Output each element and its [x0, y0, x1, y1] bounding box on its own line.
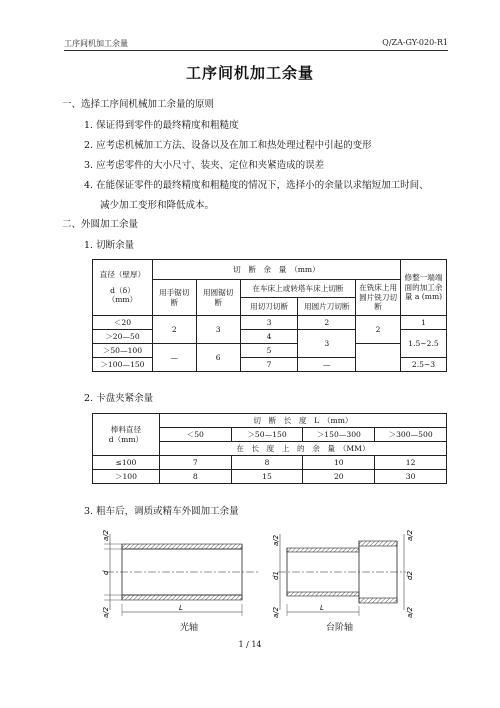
dim-L-left: L	[179, 604, 183, 612]
section1-item-2: 2. 应考虑机械加工方法、设备以及在加工和热处理过程中引起的变形	[84, 140, 372, 151]
table-cell: 2	[152, 316, 196, 344]
table-cell: 7	[240, 358, 298, 372]
header-divider	[64, 50, 448, 51]
table-cell: 20	[303, 470, 375, 484]
table-cell: 2.5~3	[401, 358, 447, 372]
stepped-shaft-drawing	[278, 534, 406, 616]
dim-d2: d2	[406, 571, 414, 580]
caption-plain-shaft: 光轴	[180, 623, 199, 633]
dim-a-half-bottom-left: a/2	[102, 606, 110, 618]
chuck-allowance-table	[92, 413, 447, 484]
dim-a-half-top-far-right: a/2	[406, 529, 414, 541]
table-cell	[356, 344, 401, 372]
dim-a-half-top-right: a/2	[272, 534, 280, 546]
table-cell: 15	[231, 470, 303, 484]
section2-sub2: 2. 卡盘夹紧余量	[84, 393, 154, 404]
dim-a-half-bottom-far-right: a/2	[406, 606, 414, 618]
dim-a-half-bottom-right: a/2	[272, 606, 280, 618]
dim-a-half-top-left: a/2	[102, 529, 110, 541]
page-title: 工序间机加工余量	[185, 64, 314, 82]
dim-d-left: d	[102, 570, 110, 575]
circular-saw-header: 用圆锯切 断	[196, 280, 240, 316]
hand-saw-header: 用手锯切 断	[152, 280, 196, 316]
table-cell: 3	[240, 316, 298, 330]
disc-cutter-header: 用圆片刀切断	[298, 298, 356, 316]
section1-item-4: 4. 在能保证零件的最终精度和粗糙度的情况下，选择小的余量以求缩短加工时间、	[84, 180, 429, 191]
mill-header: 在铣床上用圆片铣刀切断	[356, 280, 401, 316]
table-cell: ＞150—300	[303, 428, 375, 442]
shaft-allowance-figure	[82, 528, 422, 628]
table-cell: 2	[356, 316, 401, 344]
section1-item-1: 1. 保证得到零件的最终精度和粗糙度	[84, 120, 239, 131]
section1-heading: 一、选择工序间机械加工余量的原则	[62, 99, 215, 110]
table-cell: 12	[375, 456, 447, 470]
section2-sub3: 3. 粗车后，调质或精车外圆加工余量	[84, 506, 239, 517]
table-cell: 2	[298, 316, 356, 330]
bar-dia-header: 棒料直径 d（mm）	[93, 414, 160, 456]
table-cell: 6	[196, 344, 240, 372]
table-cell: 1	[401, 316, 447, 330]
dim-d1: d1	[272, 571, 280, 580]
section1-item-4-cont: 减少加工变形和降低成本。	[100, 200, 215, 211]
table-cell: ≤100	[93, 456, 160, 470]
table-cell: 3	[298, 330, 356, 358]
table-cell: ＜50	[159, 428, 231, 442]
table-cell: ＞50—100	[93, 344, 153, 358]
table-cell: ＞50—150	[231, 428, 303, 442]
cutoff-allowance-table	[92, 259, 447, 372]
table-cell: 8	[231, 456, 303, 470]
table-cell: 3	[196, 316, 240, 344]
table-cell: 7	[159, 456, 231, 470]
section2-sub1: 1. 切断余量	[84, 240, 135, 251]
table-cell: 8	[159, 470, 231, 484]
table-cell: ＞20—50	[93, 330, 153, 344]
table-cell: ＞100—150	[93, 358, 153, 372]
table-cell: 5	[240, 344, 298, 358]
table-cell: ＞300—500	[375, 428, 447, 442]
cutter-header: 用切刀切断	[240, 298, 298, 316]
caption-stepped-shaft: 台阶轴	[326, 623, 354, 633]
table-cell: ＞100	[93, 470, 160, 484]
length-header: 切 断 长 度 L （mm）	[159, 414, 446, 428]
dim-L-right: L	[320, 604, 324, 612]
table-cell: 10	[303, 456, 375, 470]
section2-heading: 二、外圆加工余量	[62, 219, 139, 230]
table-cell: —	[298, 358, 356, 372]
allowance-header: 在 长 度 上 的 余 量 （MM）	[159, 442, 446, 456]
header-right: Q/ZA-GY-020-R1	[382, 38, 448, 47]
table-cell: 4	[240, 330, 298, 344]
header-left: 工序间机加工余量	[64, 39, 128, 48]
end-face-header: 修整一端端面的加工余量 a (mm)	[401, 260, 447, 316]
table-cell: ＜20	[93, 316, 153, 330]
table-cell: 30	[375, 470, 447, 484]
dia-header: 直径（壁厚） d（δ） （mm）	[93, 260, 153, 316]
table-cell: 1.5~2.5	[401, 330, 447, 358]
lathe-header: 在车床上或转塔车床上切断	[240, 280, 356, 298]
page-number: 1 / 14	[238, 640, 262, 649]
cut-allowance-header: 切 断 余 量 （mm）	[152, 260, 400, 280]
section1-item-3: 3. 应考虑零件的大小尺寸、装夹、定位和夹紧造成的误差	[84, 160, 325, 171]
table-cell: —	[152, 344, 196, 372]
